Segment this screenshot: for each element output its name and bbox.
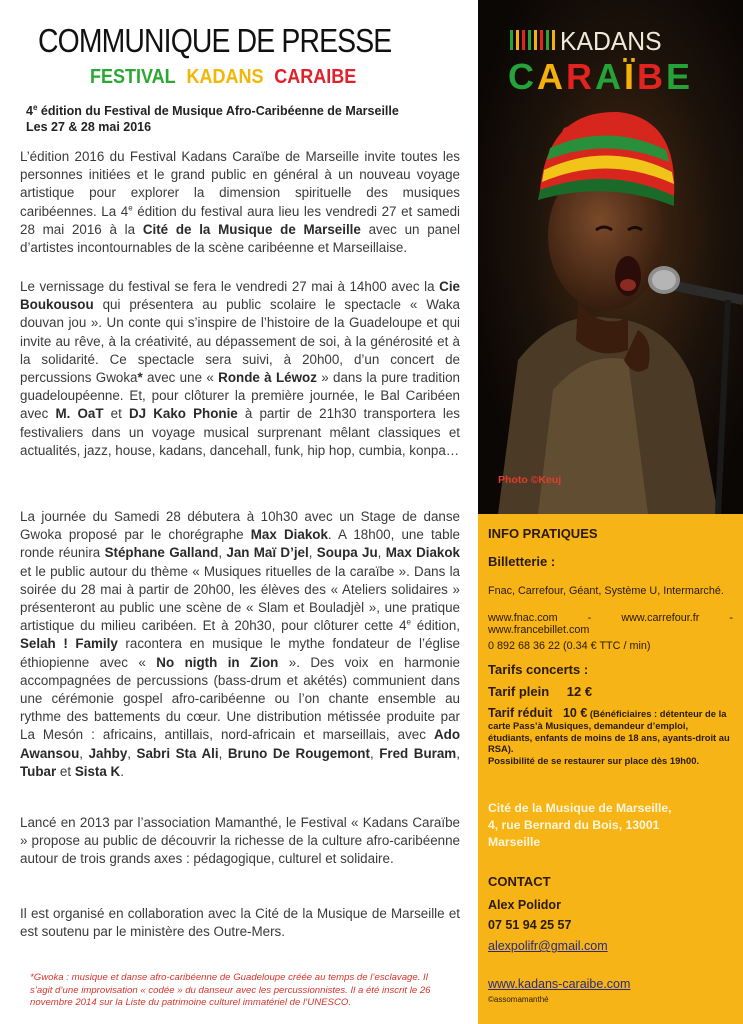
paragraph-vernissage xyxy=(20,278,460,460)
edition-superscript: e xyxy=(32,103,38,112)
billetterie-label: Billetterie : xyxy=(488,554,556,569)
bold-text: Stéphane Galland xyxy=(104,545,219,561)
info-heading: INFO PRATIQUES xyxy=(488,526,598,541)
tarif-plein-price: 12 € xyxy=(566,684,593,699)
logo-letter: A xyxy=(537,56,566,97)
text-run: et xyxy=(56,763,75,779)
festival-name xyxy=(90,66,356,89)
festival-word-3: CARAIBE xyxy=(274,66,357,88)
contact-label: CONTACT xyxy=(488,874,551,889)
tarif-reduit-note: (Bénéficiaires : détenteur de la carte Pass’à Musiques, demandeur d’emploi, étudiants, enfants de moins de 18 ans, ayants-droit au RSA). xyxy=(488,708,730,755)
bold-text: M. OaT xyxy=(55,406,104,422)
tarif-plein-label: Tarif plein xyxy=(488,684,550,699)
tarifs-label: Tarifs concerts : xyxy=(488,662,589,677)
page-title: COMMUNIQUE DE PRESSE xyxy=(38,22,392,59)
logo-stripes-icon xyxy=(510,30,558,50)
edition-subtitle xyxy=(26,100,466,135)
text-run: et le public autour du thème « Musiques rituelles de la caraïbe ». Dans la soirée du 28 mai à partir de 20h00, les élèves des « Ateliers solidaires » présenteront au public une scène de « Slam et Bouladjèl », une pratique artistique du milieu caribéen. Et à 20h30, pour clôturer cette 4 xyxy=(20,563,460,634)
text-run: à partir de 21h30 transportera les festivaliers dans un voyage musical surprenant mêlant classiques et actualités, jazz, house, kadans, dancehall, funk, hip hop, cumbia, konpa… xyxy=(20,406,460,458)
bold-text: Bruno De Rougemont xyxy=(227,745,370,761)
contact-phone[interactable]: 07 51 94 25 57 xyxy=(488,918,572,932)
text-run: et xyxy=(103,406,129,422)
bold-text: Sabri Sta Ali xyxy=(136,745,219,761)
bold-text: No nigth in Zion xyxy=(156,654,279,670)
text-run: La journée du Samedi 28 débutera à 10h30 avec un Stage de danse Gwoka proposé par le chorégraphe xyxy=(20,509,460,543)
bold-text: Jan Maï D’jel xyxy=(226,545,309,561)
text-run: , xyxy=(218,745,228,761)
bold-text: Fred Buram xyxy=(379,745,457,761)
edition-number: 4 xyxy=(26,104,33,119)
restaurer-note: Possibilité de se restaurer sur place dès 19h00. xyxy=(488,755,700,767)
bold-text: Ado Awansou xyxy=(20,727,460,761)
text-run: avec une « xyxy=(142,370,219,386)
text-run: e xyxy=(128,203,133,213)
logo-letter: B xyxy=(637,56,667,97)
edition-dates: Les 27 & 28 mai 2016 xyxy=(26,120,152,135)
website-link[interactable]: www.kadans-caraibe.com xyxy=(488,977,631,991)
text-run: . xyxy=(120,763,124,779)
tarif-reduit-label: Tarif réduit xyxy=(488,706,553,720)
bold-text: Tubar xyxy=(20,763,57,779)
tarif-plein xyxy=(488,684,592,699)
paragraph-partners xyxy=(20,905,460,941)
bold-text: Max Diakok xyxy=(385,545,461,561)
text-run: édition, xyxy=(410,618,460,634)
text-run: édition du festival aura lieu les vendredi 27 et samedi 28 mai 2016 à la xyxy=(20,203,460,237)
text-run: e xyxy=(406,617,411,627)
photo-credit: Photo ©Keuj xyxy=(498,474,562,486)
paragraph-saturday xyxy=(20,508,460,781)
text-run: Il est organisé en collaboration avec la Cité de la Musique de Marseille et est soutenu par le ministère des Outre-Mers. xyxy=(20,906,460,940)
festival-word-1: FESTIVAL xyxy=(90,66,176,88)
logo-letter: C xyxy=(508,56,537,97)
text-run: , xyxy=(308,545,317,561)
info-panel xyxy=(478,514,743,1024)
bold-text: DJ Kako Phonie xyxy=(128,406,238,422)
gwoka-footnote: *Gwoka : musique et danse afro-caribéenne de Guadeloupe créée au temps de l’esclavage. Il s’agit d’une improvisation « codée » du danseur avec les percussionnistes. Il a été inscrit le 26 novembre 2014 sur la Liste du patrimoine culturel immatériel de l’UNESCO. xyxy=(30,972,431,1009)
billetterie-phone: 0 892 68 36 22 (0.34 € TTC / min) xyxy=(488,640,651,652)
tarif-reduit-price: 10 € xyxy=(562,706,588,720)
edition-text: édition du Festival de Musique Afro-Caribéenne de Marseille xyxy=(37,104,399,119)
text-run: racontera en musique le mythe fondateur de l’église éthiopienne avec « xyxy=(20,636,460,670)
copyright: ©assomamanthé xyxy=(488,995,549,1004)
logo-letter: R xyxy=(566,56,595,97)
contact-email-link[interactable]: alexpolifr@gmail.com xyxy=(488,939,608,953)
bold-text: * xyxy=(137,370,143,386)
tarif-reduit xyxy=(488,708,734,767)
text-run: , xyxy=(79,745,89,761)
bold-text: Cie Boukousou xyxy=(20,279,460,313)
contact-name: Alex Polidor xyxy=(488,898,561,912)
bold-text: Cité de la Musique de Marseille xyxy=(142,221,361,237)
bold-text: Max Diakok xyxy=(250,527,328,543)
edition-line xyxy=(26,100,466,119)
bold-text: Sista K xyxy=(74,763,121,779)
text-run: ». Des voix en harmonie accompagnées de percussions (bass-drum et akétés) communient dans une cérémonie gospel afro-caribéenne ou l’on chante ensemble au rythme des battements du cœur. Une distribution métissée produite par La Mesón : africains, antillais, nord-africain et marseillais, avec xyxy=(20,654,460,743)
logo-letter: E xyxy=(666,56,694,97)
text-run: , xyxy=(218,545,227,561)
text-run: qui présentera au public scolaire le spectacle « Waka douvan jou ». Un conte qui s’inspire de l’histoire de la Guadeloupe et qui invite au rêve, à la créativité, au dépassement de soi, à la générosité et à la solidarité. Ce spectacle sera suivi, à 20h00, d’un concert de percussions Gwoka xyxy=(20,297,460,386)
text-run: , xyxy=(456,745,460,761)
text-run: Lancé en 2013 par l’association Mamanthé, le Festival « Kadans Caraïbe » propose au public de découvrir la richesse de la culture afro-caribéenne autour de trois grands axes : pédagogique, culturel et solidaire. xyxy=(20,815,460,867)
logo-kadans: KADANS xyxy=(560,26,662,56)
text-run: L’édition 2016 du Festival Kadans Caraïbe de Marseille invite toutes les personnes initiées et le grand public en général à un nouveau voyage artistique pour explorer la dimension spirituelle des musiques caribéennes. La 4 xyxy=(20,149,460,219)
venue-address xyxy=(488,800,672,851)
text-run: . A 18h00, une table ronde réunira xyxy=(20,527,460,561)
text-run: , xyxy=(377,545,386,561)
billetterie-stores: Fnac, Carrefour, Géant, Système U, Intermarché. xyxy=(488,585,724,597)
logo-letter: A xyxy=(595,56,624,97)
billetterie-sites: www.fnac.com - www.carrefour.fr - www.francebillet.com xyxy=(488,612,733,637)
bold-text: Soupa Ju xyxy=(316,545,378,561)
address-line-3: Marseille xyxy=(488,835,541,849)
text-run: avec un panel d’artistes incontournables de la scène caribéenne et Marseillaise. xyxy=(20,221,460,256)
sidebar xyxy=(478,0,743,1024)
festival-word-2: KADANS xyxy=(186,66,264,88)
logo-caraibe xyxy=(508,56,693,98)
paragraph-launch xyxy=(20,814,460,869)
text-run: » dans la pure tradition guadeloupéenne. Et, pour clôturer la première journée, le Bal Caribéen avec xyxy=(20,370,460,422)
bold-text: Selah ! Family xyxy=(20,636,118,652)
bold-text: Jahby xyxy=(88,745,128,761)
paragraph-intro xyxy=(20,148,460,257)
address-line-2: 4, rue Bernard du Bois, 13001 xyxy=(488,818,660,832)
logo-letter: Ï xyxy=(624,56,638,97)
text-run: Le vernissage du festival se fera le vendredi 27 mai à 14h00 avec la xyxy=(20,279,440,294)
address-line-1: Cité de la Musique de Marseille, xyxy=(488,801,672,815)
artist-photo xyxy=(478,0,743,514)
text-run: , xyxy=(369,745,380,761)
text-run: , xyxy=(127,745,137,761)
bold-text: Ronde à Léwoz xyxy=(218,370,317,386)
